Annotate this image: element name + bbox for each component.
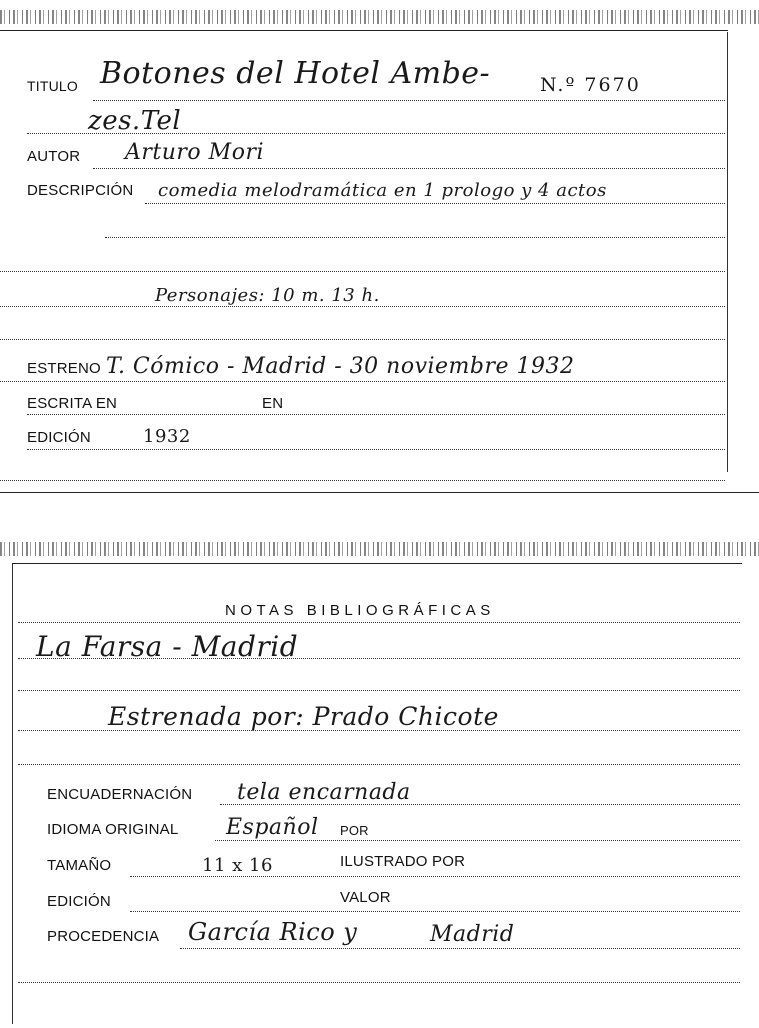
card-bottom-top-border — [12, 563, 742, 564]
titulo-label: TITULO — [27, 78, 78, 94]
estreno-value: T. Cómico - Madrid - 30 noviembre 1932 — [106, 354, 575, 379]
card-right-border — [727, 32, 728, 472]
escrita-label: ESCRITA EN — [27, 395, 118, 412]
estreno-line — [0, 381, 725, 382]
note-line-1: La Farsa - Madrid — [36, 630, 299, 663]
ilustrado-label: ILUSTRADO POR — [340, 853, 466, 870]
procedencia-label: PROCEDENCIA — [47, 928, 160, 945]
edicion-label: EDICIÓN — [27, 429, 91, 446]
note-line-2: Estrenada por: Prado Chicote — [108, 702, 499, 731]
autor-value: Arturo Mori — [125, 140, 264, 165]
encuadernacion-line — [220, 804, 740, 805]
edicion-value: 1932 — [143, 426, 191, 447]
note-line-2-rule — [18, 730, 740, 731]
tamano-line — [130, 876, 740, 877]
edicion-line — [27, 449, 725, 450]
card-bottom-edge — [0, 542, 759, 556]
blank-line-3 — [0, 339, 725, 340]
card-separator — [0, 492, 759, 493]
autor-line — [93, 168, 725, 169]
blank-line-2 — [0, 271, 725, 272]
descripcion-label: DESCRIPCIÓN — [27, 182, 134, 199]
encuadernacion-value: tela encarnada — [237, 780, 411, 805]
blank-line-1 — [105, 237, 725, 238]
catalog-card-bottom — [0, 530, 759, 1028]
bottom-blank-line — [18, 982, 740, 983]
catalog-card-top — [0, 0, 759, 495]
escrita-line — [27, 414, 725, 415]
titulo-value-cont: zes.Tel — [88, 106, 182, 136]
card-number: N.º 7670 — [540, 74, 641, 96]
idioma-label: IDIOMA ORIGINAL — [47, 821, 179, 838]
notas-heading: NOTAS BIBLIOGRÁFICAS — [225, 602, 495, 619]
titulo-line — [93, 100, 725, 101]
en-label: EN — [262, 395, 284, 412]
notas-line — [18, 622, 740, 623]
idioma-value: Español — [226, 815, 319, 840]
personajes-line — [0, 306, 725, 307]
descripcion-line — [145, 203, 725, 204]
card-top-border — [0, 30, 728, 31]
descripcion-value: comedia melodramática en 1 prologo y 4 actos — [158, 180, 607, 201]
personajes-value: Personajes: 10 m. 13 h. — [155, 285, 380, 306]
edicion-line-bottom — [130, 911, 740, 912]
note-blank-1 — [18, 690, 740, 691]
bottom-line — [0, 480, 725, 481]
tamano-label: TAMAÑO — [47, 857, 112, 874]
autor-label: AUTOR — [27, 148, 81, 165]
procedencia-value: García Rico y — [188, 918, 358, 946]
note-line-1-rule — [18, 658, 740, 659]
card-left-border — [12, 564, 13, 1024]
titulo-value: Botones del Hotel Ambe- — [100, 56, 491, 91]
procedencia-line — [180, 948, 740, 949]
por-label: POR — [340, 823, 369, 838]
procedencia-city: Madrid — [430, 922, 515, 947]
tamano-value: 11 x 16 — [202, 855, 273, 876]
edicion-label-bottom: EDICIÓN — [47, 893, 111, 910]
valor-label: VALOR — [340, 889, 391, 906]
estreno-label: ESTRENO — [27, 360, 101, 377]
card-top-edge — [0, 10, 759, 24]
encuadernacion-label: ENCUADERNACIÓN — [47, 786, 193, 803]
titulo-line-2 — [27, 133, 725, 134]
note-blank-2 — [18, 764, 740, 765]
idioma-line — [215, 840, 740, 841]
